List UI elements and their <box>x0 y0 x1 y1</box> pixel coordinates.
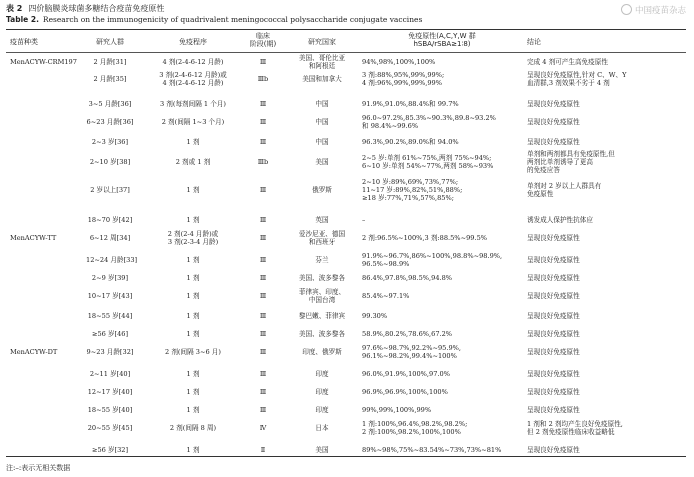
population-cell: ≥56 岁[32] <box>91 446 129 454</box>
schedule-cell: 1 剂 <box>186 388 200 396</box>
country-cell: 印度 <box>315 388 329 396</box>
schedule-cell: 2 剂(间隔 1~3 个月) <box>161 118 225 126</box>
country-cell: 印度、俄罗斯 <box>302 348 342 356</box>
population-cell: 12~24 月龄[33] <box>86 256 138 264</box>
phase-cell: Ⅲ <box>259 274 267 282</box>
phase-cell: Ⅲ <box>259 330 267 338</box>
country-cell: 美国和加拿大 <box>302 75 342 83</box>
phase-cell: Ⅲ <box>259 100 267 108</box>
watermark-text: 中国疫苗杂志 <box>634 6 686 16</box>
table-header-rule <box>6 52 686 53</box>
header-vaccine: 疫苗种类 <box>10 38 38 46</box>
schedule-cell: 1 剂 <box>186 186 200 194</box>
population-cell: 18~70 岁[42] <box>87 216 133 224</box>
phase-cell: Ⅲ <box>259 186 267 194</box>
schedule-cell: 2 剂(间隔 8 周) <box>169 424 217 432</box>
country-cell: 菲律宾、印度、 中国台湾 <box>298 288 346 305</box>
country-cell: 俄罗斯 <box>312 186 332 194</box>
table-bottom-rule <box>6 456 686 457</box>
phase-cell: Ⅲ <box>259 312 267 320</box>
phase-cell: Ⅲ <box>259 406 267 414</box>
conclusion-cell: 1 剂和 2 剂均产生良好免疫原性, 但 2 剂免疫原性临床收益略低 <box>527 420 623 437</box>
country-cell: 美国、波多黎各 <box>298 330 346 338</box>
immunogenicity-cell: 3 剂:88%,95%,99%,99%; 4 剂:96%,99%,99%,99% <box>362 71 445 88</box>
header-immunogenicity: 免疫原性(A,C,Y,W 群 hSBA/rSBA≥1∶8) <box>408 32 476 49</box>
table-label-en: Table 2. <box>6 15 39 24</box>
conclusion-cell: 呈现良好免疫原性 <box>527 100 580 108</box>
immunogenicity-cell: – <box>362 216 366 224</box>
phase-cell: Ⅲ <box>259 256 267 264</box>
schedule-cell: 1 剂 <box>186 216 200 224</box>
population-cell: 3~5 月龄[36] <box>88 100 132 108</box>
immunogenicity-cell: 96.9%,96.9%,100%,100% <box>362 388 448 396</box>
country-cell: 芬兰 <box>315 256 329 264</box>
phase-cell: Ⅲb <box>257 75 269 83</box>
population-cell: 2~9 岁[39] <box>91 274 129 282</box>
immunogenicity-cell: 94%,98%,100%,100% <box>362 58 436 66</box>
table-caption-en <box>6 15 422 24</box>
vaccine-cell: MenACYW-TT <box>10 234 57 242</box>
conclusion-cell: 呈现良好免疫原性 <box>527 274 580 282</box>
table-footnote: 注:–:表示无相关数据 <box>6 464 71 472</box>
country-cell: 爱沙尼亚、德国 和西班牙 <box>298 230 346 247</box>
schedule-cell: 2 剂(间隔 3~6 月) <box>165 348 221 356</box>
phase-cell: Ⅲ <box>259 138 267 146</box>
country-cell: 黎巴嫩、菲律宾 <box>298 312 346 320</box>
country-cell: 中国 <box>315 100 329 108</box>
population-cell: 2~3 岁[36] <box>91 138 129 146</box>
conclusion-cell: 呈现良好免疫原性 <box>527 138 580 146</box>
vaccine-cell: MenACYW-DT <box>10 348 58 356</box>
table-label-zh: 表 2 <box>6 4 23 13</box>
country-cell: 印度 <box>315 406 329 414</box>
population-cell: 18~55 岁[44] <box>87 312 133 320</box>
population-cell: 18~55 岁[40] <box>87 406 133 414</box>
phase-cell: Ⅲ <box>259 234 267 242</box>
journal-watermark <box>621 4 686 16</box>
country-cell: 美国 <box>315 158 329 166</box>
schedule-cell: 1 剂 <box>186 446 200 454</box>
header-schedule: 免疫程序 <box>179 38 207 46</box>
schedule-cell: 1 剂 <box>186 274 200 282</box>
population-cell: 6~23 月龄[36] <box>86 118 134 126</box>
country-cell: 美国、波多黎各 <box>298 274 346 282</box>
country-cell: 中国 <box>315 118 329 126</box>
header-conclusion: 结论 <box>527 38 541 46</box>
journal-logo-icon <box>621 4 632 15</box>
immunogenicity-cell: 85.4%~97.1% <box>362 292 410 300</box>
population-cell: 12~17 岁[40] <box>87 388 133 396</box>
header-population: 研究人群 <box>96 38 124 46</box>
immunogenicity-cell: 99%,99%,100%,99% <box>362 406 432 414</box>
country-cell: 美国 <box>315 446 329 454</box>
table-title-en: Research on the immunogenicity of quadrivalent meningococcal polysaccharide conjugate vaccines <box>42 15 423 24</box>
phase-cell: Ⅲ <box>259 216 267 224</box>
header-phase: 临床 阶段(期) <box>249 32 277 49</box>
immunogenicity-cell: 96.0~97.2%,85.3%~90.3%,89.8~93.2% 和 98.4%~99.6% <box>362 114 496 131</box>
conclusion-cell: 呈现良好免疫原性 <box>527 330 580 338</box>
conclusion-cell: 诱发成人保护性抗体应 <box>527 216 593 224</box>
population-cell: 6~12 周[34] <box>89 234 131 242</box>
schedule-cell: 1 剂 <box>186 406 200 414</box>
immunogenicity-cell: 86.4%,97.8%,98.5%,94.8% <box>362 274 453 282</box>
immunogenicity-cell: 2 剂:96.5%~100%,3 剂:88.5%~99.5% <box>362 234 488 242</box>
immunogenicity-cell: 2~10 岁:89%,69%,73%,77%; 11~17 岁:89%,82%,51%,88%; ≥18 岁:77%,71%,57%,85%; <box>362 178 463 203</box>
conclusion-cell: 呈现良好免疫原性 <box>527 118 580 126</box>
conclusion-cell: 呈现良好免疫原性 <box>527 256 580 264</box>
phase-cell: Ⅲ <box>259 388 267 396</box>
conclusion-cell: 呈现良好免疫原性 <box>527 312 580 320</box>
table-top-rule <box>6 29 686 30</box>
population-cell: 2~10 岁[38] <box>89 158 131 166</box>
phase-cell: Ⅲ <box>259 58 267 66</box>
conclusion-cell: 单剂和两剂都具有免疫原性,但 两剂比单剂诱导了更高 的免疫应答 <box>527 150 615 175</box>
conclusion-cell: 呈现良好免疫原性 <box>527 348 580 356</box>
phase-cell: Ⅲ <box>259 292 267 300</box>
conclusion-cell: 呈现良好免疫原性 <box>527 234 580 242</box>
conclusion-cell: 呈现良好免疫原性 <box>527 406 580 414</box>
vaccine-cell: MenACYW-CRM197 <box>10 58 77 66</box>
immunogenicity-cell: 99.30% <box>362 312 388 320</box>
conclusion-cell: 完成 4 剂可产生高免疫原性 <box>527 58 608 66</box>
schedule-cell: 1 剂 <box>186 292 200 300</box>
country-cell: 美国、哥伦比亚 和阿根廷 <box>298 54 346 71</box>
country-cell: 英国 <box>315 216 329 224</box>
immunogenicity-cell: 91.9%~96.7%,86%~100%,98.8%~98.9%, 96.5%~98.9% <box>362 252 503 269</box>
population-cell: 20~55 岁[45] <box>87 424 133 432</box>
schedule-cell: 3 剂(每剂间隔 1 个月) <box>160 100 226 108</box>
conclusion-cell: 呈现良好免疫原性 <box>527 446 580 454</box>
population-cell: 10~17 岁[43] <box>87 292 133 300</box>
immunogenicity-cell: 89%~98%,75%~83.54%~73%,73%~81% <box>362 446 502 454</box>
conclusion-cell: 呈现良好免疫原性 <box>527 370 580 378</box>
schedule-cell: 1 剂 <box>186 330 200 338</box>
population-cell: ≥56 岁[46] <box>91 330 129 338</box>
immunogenicity-cell: 96.3%,90.2%,89.0%和 94.0% <box>362 138 459 146</box>
phase-cell: Ⅲb <box>257 158 269 166</box>
conclusion-cell: 呈现良好免疫原性,针对 C、W、Y 血清群,3 剂效果不劣于 4 剂 <box>527 71 627 88</box>
immunogenicity-cell: 96.0%,91.9%,100%,97.0% <box>362 370 450 378</box>
phase-cell: Ⅳ <box>259 424 267 432</box>
schedule-cell: 1 剂 <box>186 370 200 378</box>
schedule-cell: 2 剂或 1 剂 <box>175 158 211 166</box>
schedule-cell: 1 剂 <box>186 256 200 264</box>
phase-cell: Ⅲ <box>259 370 267 378</box>
immunogenicity-cell: 91.9%,91.0%,88.4%和 99.7% <box>362 100 459 108</box>
immunogenicity-cell: 2~5 岁:单剂 61%~75%,两剂 75%~94%; 6~10 岁:单剂 54%~77%,两剂 58%~93% <box>362 154 494 171</box>
immunogenicity-cell: 97.6%~98.7%,92.2%~95.9%, 96.1%~98.2%,99.4%~100% <box>362 344 462 361</box>
phase-cell: Ⅱ <box>260 446 266 454</box>
schedule-cell: 1 剂 <box>186 312 200 320</box>
country-cell: 日本 <box>315 424 329 432</box>
country-cell: 印度 <box>315 370 329 378</box>
table-caption-zh <box>6 3 164 14</box>
immunogenicity-cell: 1 剂:100%,96.4%,98.2%,98.2%; 2 剂:100%,98.2%,100%,100% <box>362 420 468 437</box>
immunogenicity-cell: 58.9%,80.2%,78.6%,67.2% <box>362 330 453 338</box>
table-title-zh: 四价脑膜炎球菌多糖结合疫苗免疫原性 <box>28 4 165 13</box>
phase-cell: Ⅲ <box>259 118 267 126</box>
conclusion-cell: 呈现良好免疫原性 <box>527 292 580 300</box>
population-cell: 2 月龄[31] <box>93 58 127 66</box>
population-cell: 2~11 岁[40] <box>89 370 131 378</box>
schedule-cell: 1 剂 <box>186 138 200 146</box>
schedule-cell: 3 剂(2-4-6-12 月龄)或 4 剂(2-4-6-12 月龄) <box>159 71 227 88</box>
conclusion-cell: 呈现良好免疫原性 <box>527 388 580 396</box>
conclusion-cell: 单剂对 2 岁以上人群具有 免疫原性 <box>527 182 602 199</box>
phase-cell: Ⅲ <box>259 348 267 356</box>
schedule-cell: 2 剂(2-4 月龄)或 3 剂(2-3-4 月龄) <box>167 230 219 247</box>
schedule-cell: 4 剂(2-4-6-12 月龄) <box>162 58 224 66</box>
header-country: 研究国家 <box>308 38 336 46</box>
population-cell: 2 月龄[35] <box>93 75 127 83</box>
population-cell: 9~23 月龄[32] <box>86 348 134 356</box>
population-cell: 2 岁以上[37] <box>90 186 130 194</box>
country-cell: 中国 <box>315 138 329 146</box>
